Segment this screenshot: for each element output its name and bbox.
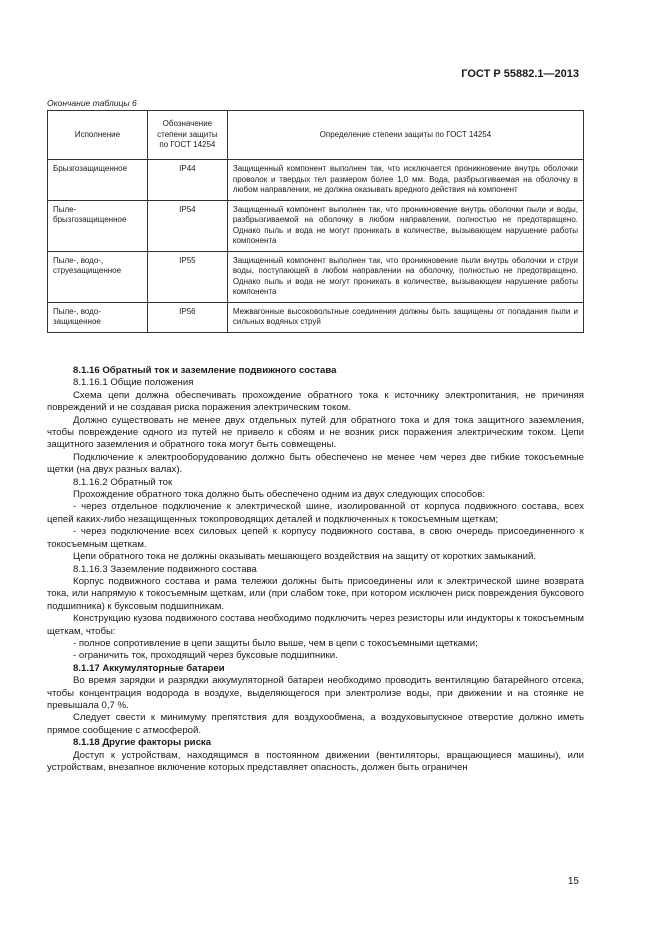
section-heading: 8.1.16 Обратный ток и заземление подвижного состава (73, 365, 337, 376)
list-item: - ограничить ток, проходящий через буксовые подшипники. (73, 650, 338, 662)
paragraph: Доступ к устройствам, находящимся в постоянном движении (вентиляторы, вращающиеся машины), или устройствам, внезапное включение которых представляет опасность, должен быть ограничен (47, 749, 584, 773)
cell-code: IP56 (147, 302, 227, 332)
paragraph: Схема цепи должна обеспечивать прохождение обратного тока к источнику электропитания, не причиняя повреждений и не создавая риска поражения электрическим током. (47, 389, 584, 414)
paragraph: Должно существовать не менее двух отдельных путей для обратного тока и для тока защитного заземления, чтобы повреждение одного из путей не привело к сбоям и не возник риск поражения электрическим током. Цепи защитного заземления и обратного тока могут быть совмещены. (47, 414, 584, 451)
table-row (48, 302, 584, 332)
section-heading: 8.1.18 Другие факторы риска (73, 737, 212, 749)
cell-execution: Брызгозащищенное (48, 160, 148, 201)
paragraph: Следует свести к минимуму препятствия для воздухообмена, а воздуховыпускное отверстие должно иметь прямое сообщение с атмосферой. (47, 712, 584, 736)
list-item: - полное сопротивление в цепи защиты было выше, чем в цепи с токосъемными щетками; (73, 637, 478, 649)
column-header-code: Обозначение степени защиты по ГОСТ 14254 (147, 111, 227, 160)
document-code: ГОСТ Р 55882.1—2013 (461, 68, 579, 80)
subsection-title: 8.1.16.1 Общие положения (73, 377, 194, 389)
cell-definition: Защищенный компонент выполнен так, что проникновение пыли внутрь оболочки и струи воды, поступающей в любом направлении на оболочку, полностью не предотвращено. Однако пыль и вода не могут проникать в количестве, вызывающем нарушение работы компонента (227, 251, 583, 302)
subsection-title: 8.1.16.3 Заземление подвижного состава (73, 563, 257, 575)
list-item: - через отдельное подключение к электрической шине, изолированной от корпуса подвижного состава, всех цепей каких-либо незащищенных токопроводящих деталей и подключенных к токосъемным щеткам; (47, 501, 584, 525)
page-number: 15 (567, 876, 579, 887)
cell-execution: Пыле-, водо-, струезащищенное (48, 251, 148, 302)
ip-protection-table (47, 110, 584, 333)
cell-code: IP44 (147, 160, 227, 201)
section-heading: 8.1.17 Аккумуляторные батареи (73, 662, 225, 674)
paragraph: Конструкцию кузова подвижного состава необходимо подключить через резисторы или индукторы к токосъемным щеткам, чтобы: (47, 613, 584, 637)
table-caption: Окончание таблицы 6 (47, 98, 137, 108)
subsection-title: 8.1.16.2 Обратный ток (73, 476, 173, 488)
cell-definition: Межвагонные высоковольтные соединения должны быть защищены от попадания пыли и сильных водяных струй (227, 302, 583, 332)
cell-code: IP54 (147, 200, 227, 251)
paragraph: Во время зарядки и разрядки аккумуляторной батареи необходимо проводить вентиляцию батарейного отсека, чтобы концентрация водорода в воздухе, выделяющегося при электролизе воды, при движении и на стоянке не превышала 0,7 %. (47, 675, 584, 711)
cell-execution: Пыле-, водо-защищенное (48, 302, 148, 332)
cell-definition: Защищенный компонент выполнен так, что проникновение внутрь оболочки пыли и воды, разбрызгиваемой на оболочку в любом направлении, полностью не предотвращено. Однако пыль и вода не могут проникать в количестве, вызывающем нарушение работы компонента (227, 200, 583, 251)
table-row (48, 251, 584, 302)
table-row (48, 160, 584, 201)
table-row (48, 200, 584, 251)
column-header-execution: Исполнение (48, 111, 148, 160)
paragraph: Цепи обратного тока не должны оказывать мешающего воздействия на защиту от коротких замыканий. (73, 551, 536, 563)
list-item: - через подключение всех силовых цепей к корпусу подвижного состава, в свою очередь присоединенного к токосъемным щеткам. (47, 526, 584, 550)
cell-code: IP55 (147, 251, 227, 302)
body-text (47, 365, 584, 774)
paragraph: Подключение к электрооборудованию должно быть обеспечено не менее чем через две гибкие токосъемные щетки (на двух разных валах). (47, 451, 584, 476)
paragraph: Прохождение обратного тока должно быть обеспечено одним из двух следующих способов: (73, 489, 486, 501)
cell-execution: Пыле-брызгозащищенное (48, 200, 148, 251)
cell-definition: Защищенный компонент выполнен так, что исключается проникновение внутрь оболочки проволок и твердых тел размером более 1,0 мм. Вода, разбрызгиваемая на оболочку в любом направлении, не должна оказывать вредного действия на компонент (227, 160, 583, 201)
paragraph: Корпус подвижного состава и рама тележки должны быть присоединены или к электрической шине возврата тока, или напрямую к токосъемным щеткам, или (при слабом токе, при котором исключен риск повреждения буксового подшипника) к буксовым подшипникам. (47, 575, 584, 612)
table-header-row (48, 111, 584, 160)
column-header-definition: Определение степени защиты по ГОСТ 14254 (227, 111, 583, 160)
